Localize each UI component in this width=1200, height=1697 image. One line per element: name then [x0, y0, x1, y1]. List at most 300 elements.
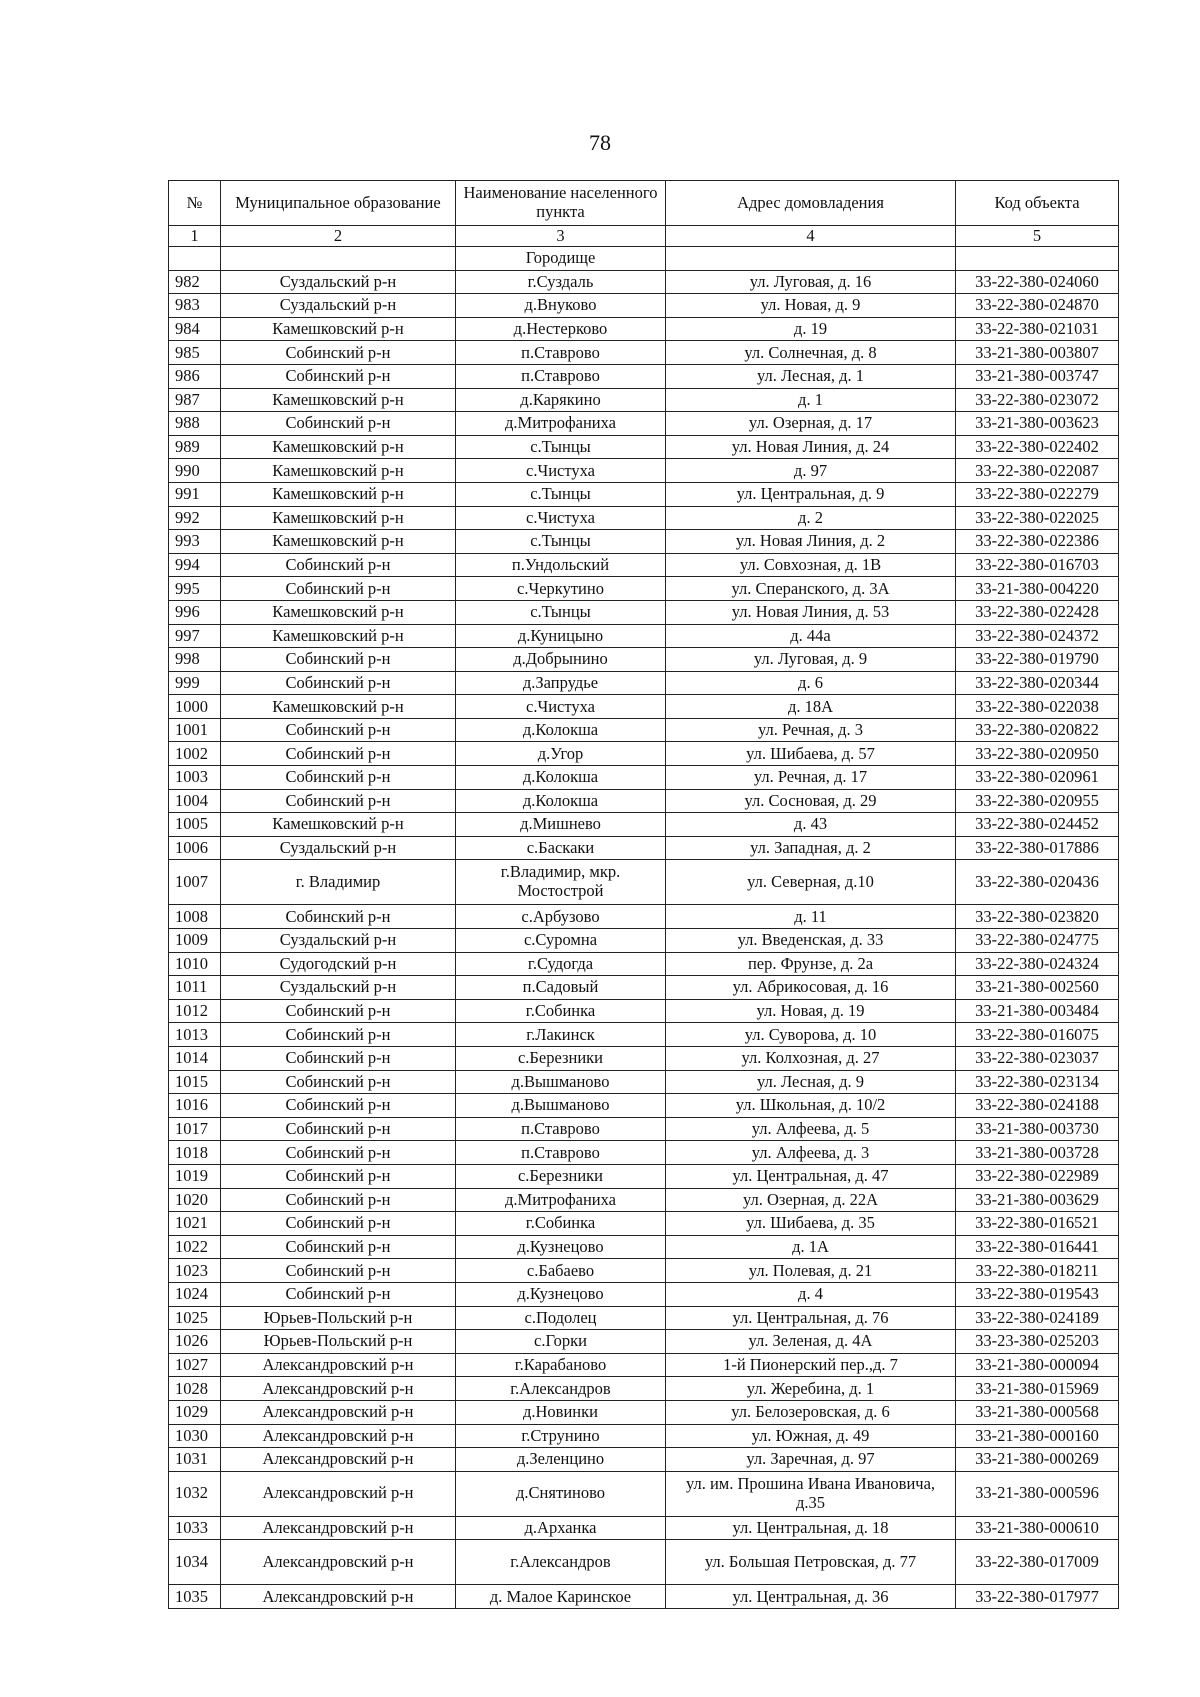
address-cell: ул. Речная, д. 3 — [666, 718, 956, 742]
settlement-cell: г.Судогда — [456, 952, 666, 976]
settlement-cell: д.Запрудье — [456, 671, 666, 695]
row-number-cell: 1031 — [169, 1448, 221, 1472]
header-address: Адрес домовладения — [666, 181, 956, 226]
settlement-cell: д.Карякино — [456, 388, 666, 412]
row-number-cell: 1030 — [169, 1424, 221, 1448]
row-number-cell: 1014 — [169, 1047, 221, 1071]
municipality-cell: Александровский р-н — [221, 1516, 456, 1540]
settlement-cell: д.Снятиново — [456, 1471, 666, 1516]
object-code-cell: 33-22-380-018211 — [956, 1259, 1119, 1283]
row-number-cell: 1016 — [169, 1094, 221, 1118]
row-number-cell: 1008 — [169, 905, 221, 929]
row-number-cell: 990 — [169, 459, 221, 483]
municipality-cell: Камешковский р-н — [221, 388, 456, 412]
municipality-cell: Судогодский р-н — [221, 952, 456, 976]
address-cell: д. 11 — [666, 905, 956, 929]
table-cell — [221, 247, 456, 271]
object-code-cell: 33-22-380-020436 — [956, 860, 1119, 905]
row-number-cell: 1026 — [169, 1330, 221, 1354]
municipality-cell: Собинский р-н — [221, 1235, 456, 1259]
object-code-cell: 33-22-380-017886 — [956, 836, 1119, 860]
object-code-cell: 33-21-380-003623 — [956, 412, 1119, 436]
row-number-cell: 989 — [169, 435, 221, 459]
row-number-cell: 1020 — [169, 1188, 221, 1212]
table-body — [169, 247, 1119, 1609]
object-code-cell: 33-22-380-020961 — [956, 766, 1119, 790]
table-row — [169, 553, 1119, 577]
table-row — [169, 1023, 1119, 1047]
settlement-cell: с.Арбузово — [456, 905, 666, 929]
settlement-cell: п.Ставрово — [456, 364, 666, 388]
object-code-cell: 33-21-380-003730 — [956, 1117, 1119, 1141]
row-number-cell: 998 — [169, 648, 221, 672]
table-row — [169, 270, 1119, 294]
object-code-cell: 33-22-380-022386 — [956, 530, 1119, 554]
row-number-cell: 988 — [169, 412, 221, 436]
address-cell: ул. Белозеровская, д. 6 — [666, 1400, 956, 1424]
municipality-cell: Суздальский р-н — [221, 836, 456, 860]
settlement-cell: с.Тынцы — [456, 530, 666, 554]
address-cell: ул. Алфеева, д. 5 — [666, 1117, 956, 1141]
header-municipality: Муниципальное образование — [221, 181, 456, 226]
table-row — [169, 1070, 1119, 1094]
object-code-cell: 33-22-380-024060 — [956, 270, 1119, 294]
settlement-cell: п.Ставрово — [456, 1117, 666, 1141]
row-number-cell: 985 — [169, 341, 221, 365]
municipality-cell: Собинский р-н — [221, 1094, 456, 1118]
settlement-cell: п.Ундольский — [456, 553, 666, 577]
column-number: 4 — [666, 226, 956, 247]
municipality-cell: Собинский р-н — [221, 766, 456, 790]
address-cell: ул. Алфеева, д. 3 — [666, 1141, 956, 1165]
row-number-cell: 1032 — [169, 1471, 221, 1516]
row-number-cell: 1003 — [169, 766, 221, 790]
municipality-cell: Собинский р-н — [221, 718, 456, 742]
address-cell: ул. Новая, д. 19 — [666, 999, 956, 1023]
address-cell: ул. Сперанского, д. 3А — [666, 577, 956, 601]
table-row — [169, 506, 1119, 530]
column-number: 5 — [956, 226, 1119, 247]
address-cell: ул. Западная, д. 2 — [666, 836, 956, 860]
table-row — [169, 1235, 1119, 1259]
row-number-cell: 1028 — [169, 1377, 221, 1401]
row-number-cell: 984 — [169, 317, 221, 341]
address-cell: д. 6 — [666, 671, 956, 695]
address-cell: ул. Шибаева, д. 57 — [666, 742, 956, 766]
municipality-cell: Собинский р-н — [221, 999, 456, 1023]
municipality-cell: Суздальский р-н — [221, 294, 456, 318]
settlement-cell: с.Бабаево — [456, 1259, 666, 1283]
municipality-cell: Александровский р-н — [221, 1377, 456, 1401]
table-row — [169, 600, 1119, 624]
address-cell: ул. Южная, д. 49 — [666, 1424, 956, 1448]
address-cell: ул. Жеребина, д. 1 — [666, 1377, 956, 1401]
table-row — [169, 1047, 1119, 1071]
settlement-cell: г.Карабаново — [456, 1353, 666, 1377]
table-row — [169, 1540, 1119, 1585]
settlement-cell: с.Березники — [456, 1047, 666, 1071]
carryover-settlement: Городище — [456, 247, 666, 271]
address-cell: 1-й Пионерский пер.,д. 7 — [666, 1353, 956, 1377]
address-cell: ул. Лесная, д. 9 — [666, 1070, 956, 1094]
carryover-row — [169, 247, 1119, 271]
table-row — [169, 1448, 1119, 1472]
object-code-cell: 33-22-380-023072 — [956, 388, 1119, 412]
address-cell: ул. Озерная, д. 22А — [666, 1188, 956, 1212]
settlement-cell: д.Митрофаниха — [456, 1188, 666, 1212]
settlement-cell: с.Чистуха — [456, 459, 666, 483]
address-cell: ул. Абрикосовая, д. 16 — [666, 976, 956, 1000]
table-row — [169, 766, 1119, 790]
table-row — [169, 1141, 1119, 1165]
table-row — [169, 1424, 1119, 1448]
table-row — [169, 976, 1119, 1000]
table-row — [169, 1164, 1119, 1188]
address-cell: ул. Лесная, д. 1 — [666, 364, 956, 388]
municipality-cell: Камешковский р-н — [221, 317, 456, 341]
address-cell: ул. Сосновая, д. 29 — [666, 789, 956, 813]
municipality-cell: Собинский р-н — [221, 1070, 456, 1094]
row-number-cell: 995 — [169, 577, 221, 601]
column-number: 3 — [456, 226, 666, 247]
municipality-cell: Суздальский р-н — [221, 976, 456, 1000]
settlement-cell: п.Ставрово — [456, 1141, 666, 1165]
object-code-cell: 33-22-380-021031 — [956, 317, 1119, 341]
settlement-cell: с.Тынцы — [456, 482, 666, 506]
address-cell: ул. Суворова, д. 10 — [666, 1023, 956, 1047]
municipality-cell: Собинский р-н — [221, 742, 456, 766]
table-row — [169, 459, 1119, 483]
table-row — [169, 482, 1119, 506]
municipality-cell: Александровский р-н — [221, 1448, 456, 1472]
settlement-cell: с.Тынцы — [456, 600, 666, 624]
municipality-cell: Собинский р-н — [221, 412, 456, 436]
object-code-cell: 33-22-380-024775 — [956, 929, 1119, 953]
address-cell: ул. Новая Линия, д. 53 — [666, 600, 956, 624]
object-code-cell: 33-22-380-016703 — [956, 553, 1119, 577]
table-row — [169, 952, 1119, 976]
object-code-cell: 33-21-380-015969 — [956, 1377, 1119, 1401]
object-code-cell: 33-21-380-003747 — [956, 364, 1119, 388]
table-cell — [169, 247, 221, 271]
address-cell: ул. Центральная, д. 47 — [666, 1164, 956, 1188]
table-row — [169, 905, 1119, 929]
object-code-cell: 33-22-380-022428 — [956, 600, 1119, 624]
settlement-cell: д. Малое Каринское — [456, 1585, 666, 1609]
settlement-cell: с.Тынцы — [456, 435, 666, 459]
municipality-cell: Собинский р-н — [221, 1188, 456, 1212]
municipality-cell: Камешковский р-н — [221, 435, 456, 459]
settlement-cell: с.Подолец — [456, 1306, 666, 1330]
municipality-cell: Александровский р-н — [221, 1471, 456, 1516]
municipality-cell: Собинский р-н — [221, 553, 456, 577]
table-row — [169, 695, 1119, 719]
object-code-cell: 33-21-380-004220 — [956, 577, 1119, 601]
municipality-cell: Собинский р-н — [221, 1164, 456, 1188]
settlement-cell: п.Садовый — [456, 976, 666, 1000]
object-code-cell: 33-21-380-003728 — [956, 1141, 1119, 1165]
row-number-cell: 1023 — [169, 1259, 221, 1283]
address-cell: ул. Новая Линия, д. 2 — [666, 530, 956, 554]
municipality-cell: Собинский р-н — [221, 789, 456, 813]
table-row — [169, 435, 1119, 459]
settlement-cell: д.Мишнево — [456, 813, 666, 837]
municipality-cell: Собинский р-н — [221, 1141, 456, 1165]
settlement-cell: д.Вышманово — [456, 1070, 666, 1094]
table-row — [169, 671, 1119, 695]
object-code-cell: 33-22-380-022025 — [956, 506, 1119, 530]
row-number-cell: 1011 — [169, 976, 221, 1000]
address-cell: д. 1А — [666, 1235, 956, 1259]
settlement-cell: д.Новинки — [456, 1400, 666, 1424]
address-cell: д. 43 — [666, 813, 956, 837]
settlement-cell: д.Внуково — [456, 294, 666, 318]
municipality-cell: Собинский р-н — [221, 1023, 456, 1047]
settlement-cell: г.Суздаль — [456, 270, 666, 294]
object-code-cell: 33-21-380-000610 — [956, 1516, 1119, 1540]
object-code-cell: 33-21-380-000596 — [956, 1471, 1119, 1516]
settlement-cell: д.Колокша — [456, 766, 666, 790]
column-number: 2 — [221, 226, 456, 247]
municipality-cell: Александровский р-н — [221, 1540, 456, 1585]
row-number-cell: 1034 — [169, 1540, 221, 1585]
settlement-cell: д.Вышманово — [456, 1094, 666, 1118]
table-row — [169, 317, 1119, 341]
table-row — [169, 341, 1119, 365]
row-number-cell: 991 — [169, 482, 221, 506]
address-cell: ул. Центральная, д. 9 — [666, 482, 956, 506]
address-cell: ул. Зеленая, д. 4А — [666, 1330, 956, 1354]
settlement-cell: г.Собинка — [456, 1212, 666, 1236]
municipality-cell: Камешковский р-н — [221, 530, 456, 554]
object-code-cell: 33-22-380-020955 — [956, 789, 1119, 813]
address-cell: ул. Шибаева, д. 35 — [666, 1212, 956, 1236]
table-row — [169, 364, 1119, 388]
address-cell: ул. Центральная, д. 18 — [666, 1516, 956, 1540]
table-row — [169, 742, 1119, 766]
row-number-cell: 1017 — [169, 1117, 221, 1141]
table-row — [169, 1353, 1119, 1377]
settlement-cell: п.Ставрово — [456, 341, 666, 365]
address-cell: ул. Озерная, д. 17 — [666, 412, 956, 436]
settlement-cell: г.Александров — [456, 1377, 666, 1401]
address-cell: ул. Луговая, д. 16 — [666, 270, 956, 294]
object-code-cell: 33-22-380-019790 — [956, 648, 1119, 672]
table-cell — [956, 247, 1119, 271]
object-code-cell: 33-23-380-025203 — [956, 1330, 1119, 1354]
municipality-cell: Собинский р-н — [221, 1212, 456, 1236]
row-number-cell: 1005 — [169, 813, 221, 837]
object-code-cell: 33-21-380-003629 — [956, 1188, 1119, 1212]
municipality-cell: Собинский р-н — [221, 341, 456, 365]
object-code-cell: 33-22-380-022087 — [956, 459, 1119, 483]
municipality-cell: Александровский р-н — [221, 1400, 456, 1424]
municipality-cell: Собинский р-н — [221, 577, 456, 601]
table-row — [169, 789, 1119, 813]
header-code: Код объекта — [956, 181, 1119, 226]
address-cell: ул. Колхозная, д. 27 — [666, 1047, 956, 1071]
object-code-cell: 33-22-380-016521 — [956, 1212, 1119, 1236]
address-cell: ул. Солнечная, д. 8 — [666, 341, 956, 365]
object-code-cell: 33-22-380-024372 — [956, 624, 1119, 648]
settlement-cell: д.Митрофаниха — [456, 412, 666, 436]
object-code-cell: 33-22-380-024189 — [956, 1306, 1119, 1330]
settlement-cell: с.Горки — [456, 1330, 666, 1354]
settlement-cell: с.Чистуха — [456, 506, 666, 530]
address-cell: д. 18А — [666, 695, 956, 719]
table-cell — [666, 247, 956, 271]
row-number-cell: 1018 — [169, 1141, 221, 1165]
row-number-cell: 1025 — [169, 1306, 221, 1330]
municipality-cell: Собинский р-н — [221, 364, 456, 388]
row-number-cell: 994 — [169, 553, 221, 577]
table-row — [169, 1516, 1119, 1540]
address-cell: ул. Совхозная, д. 1В — [666, 553, 956, 577]
table-row — [169, 1094, 1119, 1118]
table-row — [169, 1212, 1119, 1236]
table-row — [169, 860, 1119, 905]
table-row — [169, 1282, 1119, 1306]
table-row — [169, 999, 1119, 1023]
municipality-cell: Суздальский р-н — [221, 929, 456, 953]
object-code-cell: 33-21-380-000269 — [956, 1448, 1119, 1472]
address-cell: ул. Луговая, д. 9 — [666, 648, 956, 672]
table-row — [169, 929, 1119, 953]
row-number-cell: 993 — [169, 530, 221, 554]
object-code-cell: 33-22-380-016075 — [956, 1023, 1119, 1047]
row-number-cell: 1019 — [169, 1164, 221, 1188]
table-row — [169, 1306, 1119, 1330]
table-row — [169, 836, 1119, 860]
settlement-cell: д.Колокша — [456, 718, 666, 742]
header-row — [169, 181, 1119, 226]
table-row — [169, 294, 1119, 318]
settlement-cell: г.Собинка — [456, 999, 666, 1023]
municipality-cell: Юрьев-Польский р-н — [221, 1306, 456, 1330]
address-cell: ул. им. Прошина Ивана Ивановича, д.35 — [666, 1471, 956, 1516]
object-code-cell: 33-22-380-022989 — [956, 1164, 1119, 1188]
object-code-cell: 33-21-380-000568 — [956, 1400, 1119, 1424]
settlement-cell: с.Черкутино — [456, 577, 666, 601]
table-row — [169, 577, 1119, 601]
object-code-cell: 33-22-380-016441 — [956, 1235, 1119, 1259]
settlement-cell: г.Александров — [456, 1540, 666, 1585]
object-code-cell: 33-22-380-024452 — [956, 813, 1119, 837]
row-number-cell: 1024 — [169, 1282, 221, 1306]
table-row — [169, 648, 1119, 672]
municipality-cell: Собинский р-н — [221, 1282, 456, 1306]
row-number-cell: 1015 — [169, 1070, 221, 1094]
address-cell: ул. Заречная, д. 97 — [666, 1448, 956, 1472]
object-code-cell: 33-21-380-003484 — [956, 999, 1119, 1023]
table-row — [169, 1117, 1119, 1141]
object-code-cell: 33-21-380-000160 — [956, 1424, 1119, 1448]
row-number-cell: 1012 — [169, 999, 221, 1023]
row-number-cell: 1033 — [169, 1516, 221, 1540]
table-row — [169, 388, 1119, 412]
row-number-cell: 1002 — [169, 742, 221, 766]
table-row — [169, 1585, 1119, 1609]
table-row — [169, 813, 1119, 837]
municipality-cell: Собинский р-н — [221, 648, 456, 672]
settlement-cell: д.Кузнецово — [456, 1282, 666, 1306]
settlement-cell: г.Владимир, мкр. Мостострой — [456, 860, 666, 905]
row-number-cell: 992 — [169, 506, 221, 530]
row-number-cell: 1029 — [169, 1400, 221, 1424]
settlement-cell: д.Кузнецово — [456, 1235, 666, 1259]
row-number-cell: 1027 — [169, 1353, 221, 1377]
address-cell: д. 19 — [666, 317, 956, 341]
table-row — [169, 1377, 1119, 1401]
municipality-cell: Камешковский р-н — [221, 624, 456, 648]
municipality-cell: Александровский р-н — [221, 1585, 456, 1609]
table-row — [169, 530, 1119, 554]
table-row — [169, 1188, 1119, 1212]
municipality-cell: Камешковский р-н — [221, 813, 456, 837]
object-code-cell: 33-22-380-022279 — [956, 482, 1119, 506]
settlement-cell: г.Лакинск — [456, 1023, 666, 1047]
settlement-cell: д.Добрынино — [456, 648, 666, 672]
address-cell: д. 1 — [666, 388, 956, 412]
row-number-cell: 987 — [169, 388, 221, 412]
address-cell: ул. Центральная, д. 36 — [666, 1585, 956, 1609]
row-number-cell: 1004 — [169, 789, 221, 813]
object-code-cell: 33-22-380-022038 — [956, 695, 1119, 719]
address-cell: д. 44а — [666, 624, 956, 648]
municipality-cell: Камешковский р-н — [221, 600, 456, 624]
address-cell: ул. Новая Линия, д. 24 — [666, 435, 956, 459]
row-number-cell: 1000 — [169, 695, 221, 719]
column-number-row — [169, 226, 1119, 247]
municipality-cell: Александровский р-н — [221, 1424, 456, 1448]
address-cell: ул. Новая, д. 9 — [666, 294, 956, 318]
row-number-cell: 1021 — [169, 1212, 221, 1236]
object-code-cell: 33-22-380-017977 — [956, 1585, 1119, 1609]
object-code-cell: 33-22-380-017009 — [956, 1540, 1119, 1585]
settlement-cell: г.Струнино — [456, 1424, 666, 1448]
column-number: 1 — [169, 226, 221, 247]
municipality-cell: Собинский р-н — [221, 671, 456, 695]
settlement-cell: с.Чистуха — [456, 695, 666, 719]
address-cell: ул. Речная, д. 17 — [666, 766, 956, 790]
row-number-cell: 1001 — [169, 718, 221, 742]
row-number-cell: 982 — [169, 270, 221, 294]
municipality-cell: Собинский р-н — [221, 1047, 456, 1071]
municipality-cell: Юрьев-Польский р-н — [221, 1330, 456, 1354]
table-row — [169, 718, 1119, 742]
address-cell: д. 2 — [666, 506, 956, 530]
row-number-cell: 997 — [169, 624, 221, 648]
address-cell: ул. Введенская, д. 33 — [666, 929, 956, 953]
table-row — [169, 624, 1119, 648]
municipality-cell: Камешковский р-н — [221, 506, 456, 530]
table-row — [169, 1330, 1119, 1354]
object-code-cell: 33-21-380-000094 — [956, 1353, 1119, 1377]
address-cell: ул. Центральная, д. 76 — [666, 1306, 956, 1330]
municipality-cell: Суздальский р-н — [221, 270, 456, 294]
object-code-cell: 33-22-380-020950 — [956, 742, 1119, 766]
table-row — [169, 1259, 1119, 1283]
object-code-cell: 33-22-380-022402 — [956, 435, 1119, 459]
municipality-cell: Камешковский р-н — [221, 459, 456, 483]
row-number-cell: 1013 — [169, 1023, 221, 1047]
object-code-cell: 33-22-380-023134 — [956, 1070, 1119, 1094]
address-cell: д. 4 — [666, 1282, 956, 1306]
address-cell: ул. Северная, д.10 — [666, 860, 956, 905]
settlement-cell: д.Куницыно — [456, 624, 666, 648]
object-code-cell: 33-22-380-023037 — [956, 1047, 1119, 1071]
row-number-cell: 1010 — [169, 952, 221, 976]
